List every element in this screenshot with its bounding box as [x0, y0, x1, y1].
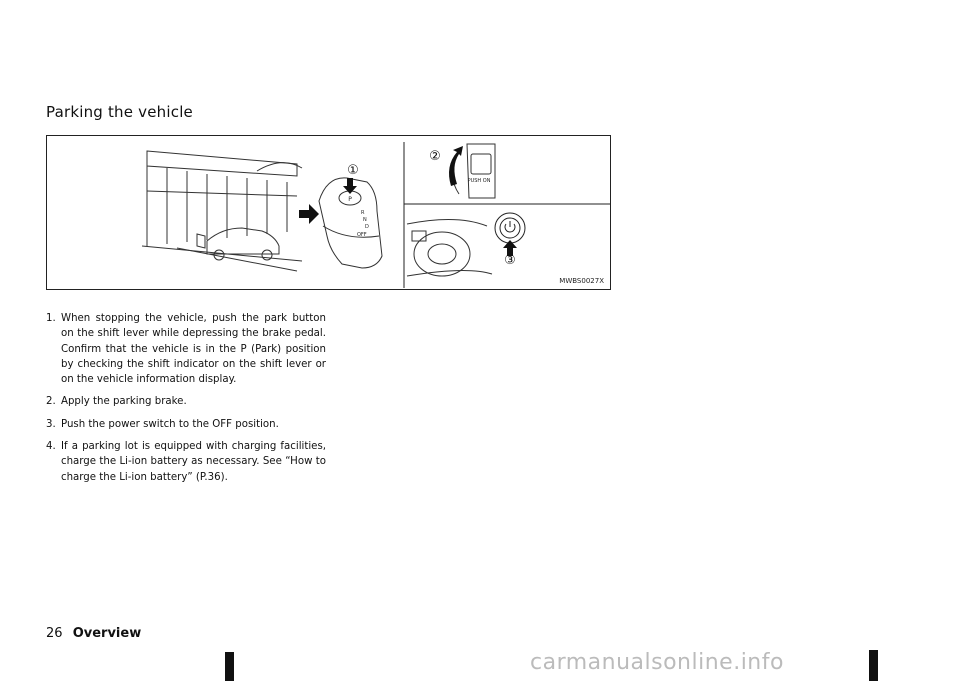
shift-label-n: N — [363, 217, 367, 223]
shift-label-p: P — [348, 196, 352, 203]
instruction-list — [46, 311, 326, 492]
list-item — [46, 439, 326, 485]
left-edge-marker — [225, 652, 234, 681]
step-number: 4. — [46, 441, 56, 453]
step-text: Apply the parking brake. — [61, 396, 187, 408]
step-text: Push the power switch to the OFF position. — [61, 418, 279, 430]
step-text: When stopping the vehicle, push the park button on the shift lever while depressing the brake pedal. Confirm that the vehicle is in the P (Park) position by checking the shift indicator on the shift lever or on the vehicle information display. — [61, 313, 326, 386]
illustration-drawing — [47, 136, 611, 290]
watermark: carmanualsonline.info — [530, 650, 784, 675]
transition-arrow-icon — [299, 204, 319, 224]
shift-label-d: D — [365, 224, 369, 230]
right-edge-marker — [869, 650, 878, 681]
shift-label-r: R — [361, 210, 365, 216]
list-item — [46, 417, 326, 432]
list-item — [46, 311, 326, 387]
rotate-arrow-icon — [449, 146, 463, 186]
parking-illustration — [46, 135, 611, 290]
dashboard-drawing — [407, 219, 492, 276]
list-item — [46, 394, 326, 409]
section-name: Overview — [72, 626, 142, 641]
callout-2: ② — [429, 149, 441, 164]
step-number: 3. — [46, 418, 56, 430]
callout-1: ① — [347, 163, 359, 178]
section-heading: Parking the vehicle — [46, 103, 193, 121]
step-number: 2. — [46, 396, 56, 408]
switch-label: PUSH ON — [467, 178, 491, 184]
power-button-drawing — [495, 213, 525, 243]
figure-code: MWBS0027X — [559, 277, 604, 285]
parking-garage-drawing — [142, 151, 302, 271]
step-number: 1. — [46, 313, 56, 324]
step-text: If a parking lot is equipped with charging facilities, charge the Li-ion battery as necessary. See “How to charge the Li-ion battery” (P.36). — [61, 441, 326, 483]
page-footer — [46, 626, 141, 641]
callout-3: ③ — [504, 253, 516, 268]
page-number: 26 — [46, 626, 63, 641]
lever-off-label: OFF — [357, 232, 367, 238]
